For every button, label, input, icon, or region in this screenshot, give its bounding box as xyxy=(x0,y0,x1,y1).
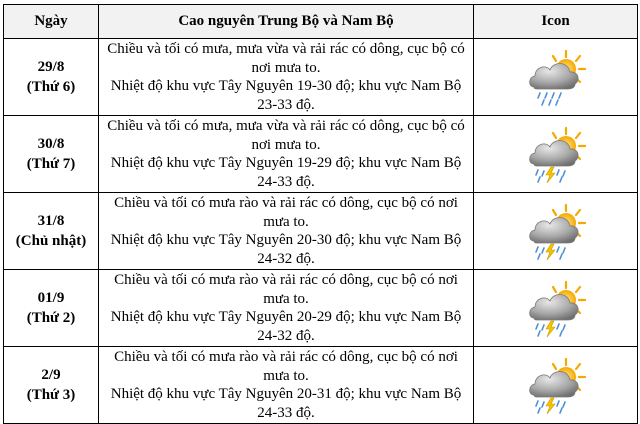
icon-cell xyxy=(474,347,638,424)
sun-cloud-thunderstorm-icon xyxy=(526,278,586,338)
weekday-label: (Thứ 2) xyxy=(26,310,76,326)
icon-cell xyxy=(474,116,638,193)
day-cell xyxy=(4,39,99,116)
weekday-label: (Chủ nhật) xyxy=(15,233,87,249)
weather-text: Chiều và tối có mưa, mưa vừa và rải rác có dông, cục bộ có nơi mưa to. xyxy=(107,41,465,76)
sun-cloud-thunderstorm-icon xyxy=(526,355,586,415)
table-row xyxy=(4,39,638,116)
weekday-label: (Thứ 7) xyxy=(26,156,76,172)
header-region: Cao nguyên Trung Bộ và Nam Bộ xyxy=(99,5,474,39)
header-row xyxy=(4,5,638,39)
date-label: 30/8 xyxy=(37,136,65,152)
weekday-label: (Thứ 6) xyxy=(26,79,76,95)
date-label: 01/9 xyxy=(37,290,65,306)
forecast-cell xyxy=(99,270,474,347)
table-row xyxy=(4,116,638,193)
date-label: 2/9 xyxy=(41,367,61,383)
forecast-cell xyxy=(99,193,474,270)
header-icon: Icon xyxy=(474,5,638,39)
weather-forecast-table xyxy=(3,4,638,424)
forecast-cell xyxy=(99,39,474,116)
day-cell xyxy=(4,193,99,270)
temperature-text: Nhiệt độ khu vực Tây Nguyên 19-30 độ; khu vực Nam Bộ 23-33 độ. xyxy=(110,78,462,113)
temperature-text: Nhiệt độ khu vực Tây Nguyên 20-29 độ; khu vực Nam Bộ 24-32 độ. xyxy=(110,309,462,344)
date-label: 31/8 xyxy=(37,213,65,229)
day-cell xyxy=(4,270,99,347)
weather-text: Chiều và tối có mưa rào và rải rác có dông, cục bộ có nơi mưa to. xyxy=(114,195,458,230)
weather-text: Chiều và tối có mưa rào và rải rác có dông, cục bộ có nơi mưa to. xyxy=(114,272,458,307)
day-cell xyxy=(4,347,99,424)
temperature-text: Nhiệt độ khu vực Tây Nguyên 19-29 độ; khu vực Nam Bộ 24-33 độ. xyxy=(110,155,462,190)
icon-cell xyxy=(474,270,638,347)
table-row xyxy=(4,270,638,347)
weekday-label: (Thứ 3) xyxy=(26,387,76,403)
header-day: Ngày xyxy=(4,5,99,39)
table-row xyxy=(4,347,638,424)
weather-text: Chiều và tối có mưa rào và rải rác có dông, cục bộ có nơi mưa to. xyxy=(114,349,458,384)
sun-cloud-thunderstorm-icon xyxy=(526,201,586,261)
forecast-cell xyxy=(99,347,474,424)
table-row xyxy=(4,193,638,270)
date-label: 29/8 xyxy=(37,59,65,75)
weather-text: Chiều và tối có mưa, mưa vừa và rải rác có dông, cục bộ có nơi mưa to. xyxy=(107,118,465,153)
icon-cell xyxy=(474,193,638,270)
temperature-text: Nhiệt độ khu vực Tây Nguyên 20-30 độ; khu vực Nam Bộ 24-32 độ. xyxy=(110,232,462,267)
forecast-cell xyxy=(99,116,474,193)
day-cell xyxy=(4,116,99,193)
icon-cell xyxy=(474,39,638,116)
sun-cloud-thunderstorm-icon xyxy=(526,124,586,184)
temperature-text: Nhiệt độ khu vực Tây Nguyên 20-31 độ; khu vực Nam Bộ 24-33 độ. xyxy=(110,386,462,421)
sun-cloud-rain-icon xyxy=(526,47,586,107)
